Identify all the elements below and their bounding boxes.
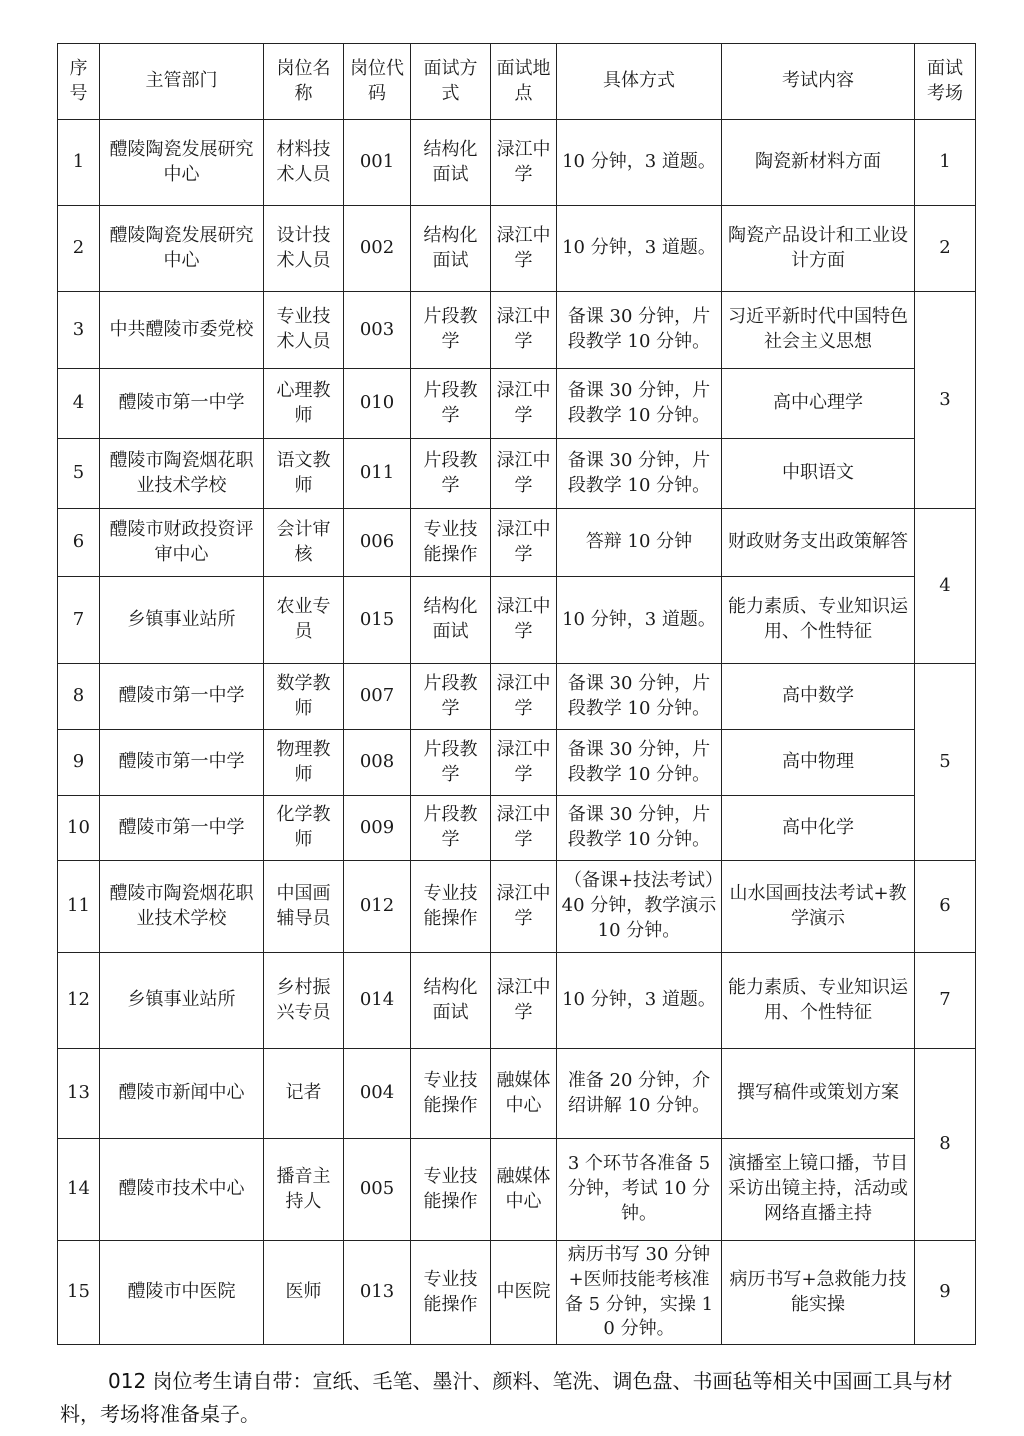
cell-method: 结构化面试 [411, 206, 491, 292]
cell-content: 山水国画技法考试+教学演示 [722, 861, 915, 953]
cell-seq: 7 [58, 577, 100, 664]
cell-code: 003 [344, 292, 411, 369]
cell-dept: 醴陵市陶瓷烟花职业技术学校 [100, 861, 264, 953]
header-method: 面试方式 [411, 44, 491, 120]
table-row [58, 796, 976, 861]
table-row [58, 509, 976, 577]
cell-place: 渌江中学 [491, 953, 557, 1049]
cell-dept: 醴陵陶瓷发展研究中心 [100, 206, 264, 292]
cell-post: 记者 [264, 1049, 344, 1139]
cell-post: 材料技术人员 [264, 120, 344, 206]
table-row [58, 1139, 976, 1241]
cell-content: 高中数学 [722, 664, 915, 730]
cell-room: 1 [915, 120, 976, 206]
cell-content: 高中化学 [722, 796, 915, 861]
cell-code: 001 [344, 120, 411, 206]
cell-place: 渌江中学 [491, 664, 557, 730]
cell-mode: 10 分钟，3 道题。 [557, 120, 722, 206]
table-row [58, 664, 976, 730]
cell-place: 渌江中学 [491, 439, 557, 509]
header-room: 面试考场 [915, 44, 976, 120]
cell-content: 能力素质、专业知识运用、个性特征 [722, 577, 915, 664]
cell-mode: 10 分钟，3 道题。 [557, 577, 722, 664]
cell-method: 片段教学 [411, 664, 491, 730]
cell-seq: 10 [58, 796, 100, 861]
cell-code: 005 [344, 1139, 411, 1241]
cell-post: 医师 [264, 1241, 344, 1345]
cell-post: 中国画辅导员 [264, 861, 344, 953]
cell-place: 渌江中学 [491, 796, 557, 861]
cell-code: 012 [344, 861, 411, 953]
cell-post: 化学教师 [264, 796, 344, 861]
cell-post: 播音主持人 [264, 1139, 344, 1241]
table-row [58, 292, 976, 369]
cell-post: 专业技术人员 [264, 292, 344, 369]
cell-content: 高中心理学 [722, 369, 915, 439]
cell-method: 专业技能操作 [411, 861, 491, 953]
table-row [58, 577, 976, 664]
cell-content: 陶瓷新材料方面 [722, 120, 915, 206]
cell-dept: 乡镇事业站所 [100, 577, 264, 664]
cell-dept: 乡镇事业站所 [100, 953, 264, 1049]
cell-seq: 8 [58, 664, 100, 730]
materials-note: 012 岗位考生请自带：宣纸、毛笔、墨汁、颜料、笔洗、调色盘、书画毡等相关中国画工具与材料，考场将准备桌子。 [60, 1369, 953, 1426]
cell-code: 006 [344, 509, 411, 577]
cell-post: 乡村振兴专员 [264, 953, 344, 1049]
cell-mode: 备课 30 分钟，片段教学 10 分钟。 [557, 730, 722, 796]
cell-code: 011 [344, 439, 411, 509]
cell-dept: 中共醴陵市委党校 [100, 292, 264, 369]
table-row [58, 206, 976, 292]
cell-method: 结构化面试 [411, 953, 491, 1049]
cell-content: 财政财务支出政策解答 [722, 509, 915, 577]
cell-dept: 醴陵市新闻中心 [100, 1049, 264, 1139]
cell-place: 渌江中学 [491, 120, 557, 206]
cell-dept: 醴陵市财政投资评审中心 [100, 509, 264, 577]
cell-mode: （备课+技法考试）40 分钟，教学演示 10 分钟。 [557, 861, 722, 953]
cell-place: 渌江中学 [491, 369, 557, 439]
table-row [58, 120, 976, 206]
cell-seq: 3 [58, 292, 100, 369]
cell-room: 9 [915, 1241, 976, 1345]
cell-place: 融媒体中心 [491, 1139, 557, 1241]
cell-method: 结构化面试 [411, 120, 491, 206]
cell-method: 片段教学 [411, 796, 491, 861]
cell-post: 农业专员 [264, 577, 344, 664]
cell-code: 009 [344, 796, 411, 861]
cell-content: 撰写稿件或策划方案 [722, 1049, 915, 1139]
interview-schedule-table [57, 43, 976, 1345]
cell-room: 2 [915, 206, 976, 292]
cell-seq: 4 [58, 369, 100, 439]
cell-seq: 14 [58, 1139, 100, 1241]
cell-code: 014 [344, 953, 411, 1049]
table-row [58, 439, 976, 509]
cell-seq: 2 [58, 206, 100, 292]
cell-method: 专业技能操作 [411, 1241, 491, 1345]
cell-mode: 3 个环节各准备 5 分钟，考试 10 分钟。 [557, 1139, 722, 1241]
cell-room: 3 [915, 292, 976, 509]
cell-dept: 醴陵市技术中心 [100, 1139, 264, 1241]
cell-method: 结构化面试 [411, 577, 491, 664]
cell-room: 5 [915, 664, 976, 861]
cell-mode: 10 分钟，3 道题。 [557, 953, 722, 1049]
cell-post: 心理教师 [264, 369, 344, 439]
cell-content: 高中物理 [722, 730, 915, 796]
table-row [58, 1049, 976, 1139]
cell-seq: 15 [58, 1241, 100, 1345]
cell-room: 8 [915, 1049, 976, 1241]
cell-content: 演播室上镜口播，节目采访出镜主持，活动或网络直播主持 [722, 1139, 915, 1241]
cell-seq: 13 [58, 1049, 100, 1139]
table-row [58, 730, 976, 796]
cell-method: 专业技能操作 [411, 1049, 491, 1139]
cell-mode: 答辩 10 分钟 [557, 509, 722, 577]
cell-dept: 醴陵市第一中学 [100, 796, 264, 861]
cell-method: 片段教学 [411, 730, 491, 796]
cell-method: 片段教学 [411, 292, 491, 369]
cell-post: 会计审核 [264, 509, 344, 577]
cell-post: 数学教师 [264, 664, 344, 730]
cell-seq: 1 [58, 120, 100, 206]
cell-mode: 备课 30 分钟，片段教学 10 分钟。 [557, 796, 722, 861]
cell-dept: 醴陵市陶瓷烟花职业技术学校 [100, 439, 264, 509]
cell-seq: 11 [58, 861, 100, 953]
cell-post: 语文教师 [264, 439, 344, 509]
cell-place: 渌江中学 [491, 292, 557, 369]
cell-content: 习近平新时代中国特色社会主义思想 [722, 292, 915, 369]
cell-content: 病历书写+急救能力技能实操 [722, 1241, 915, 1345]
cell-dept: 醴陵市第一中学 [100, 369, 264, 439]
table-row [58, 1241, 976, 1345]
cell-code: 002 [344, 206, 411, 292]
cell-place: 渌江中学 [491, 730, 557, 796]
cell-code: 015 [344, 577, 411, 664]
cell-method: 专业技能操作 [411, 1139, 491, 1241]
cell-content: 能力素质、专业知识运用、个性特征 [722, 953, 915, 1049]
cell-mode: 10 分钟，3 道题。 [557, 206, 722, 292]
cell-content: 陶瓷产品设计和工业设计方面 [722, 206, 915, 292]
table-row [58, 369, 976, 439]
cell-mode: 备课 30 分钟，片段教学 10 分钟。 [557, 369, 722, 439]
header-mode: 具体方式 [557, 44, 722, 120]
cell-mode: 备课 30 分钟，片段教学 10 分钟。 [557, 439, 722, 509]
cell-post: 设计技术人员 [264, 206, 344, 292]
cell-room: 4 [915, 509, 976, 664]
cell-dept: 醴陵市中医院 [100, 1241, 264, 1345]
cell-method: 专业技能操作 [411, 509, 491, 577]
cell-place: 渌江中学 [491, 206, 557, 292]
cell-method: 片段教学 [411, 439, 491, 509]
table-row [58, 861, 976, 953]
cell-mode: 备课 30 分钟，片段教学 10 分钟。 [557, 292, 722, 369]
cell-dept: 醴陵市第一中学 [100, 664, 264, 730]
header-seq: 序号 [58, 44, 100, 120]
cell-code: 008 [344, 730, 411, 796]
header-code: 岗位代码 [344, 44, 411, 120]
table-row [58, 953, 976, 1049]
cell-mode: 病历书写 30 分钟+医师技能考核准备 5 分钟，实操 10 分钟。 [557, 1241, 722, 1345]
cell-room: 6 [915, 861, 976, 953]
cell-seq: 12 [58, 953, 100, 1049]
cell-content: 中职语文 [722, 439, 915, 509]
cell-place: 中医院 [491, 1241, 557, 1345]
header-dept: 主管部门 [100, 44, 264, 120]
cell-place: 渌江中学 [491, 861, 557, 953]
cell-mode: 备课 30 分钟，片段教学 10 分钟。 [557, 664, 722, 730]
cell-code: 010 [344, 369, 411, 439]
cell-code: 004 [344, 1049, 411, 1139]
cell-seq: 9 [58, 730, 100, 796]
header-content: 考试内容 [722, 44, 915, 120]
cell-seq: 6 [58, 509, 100, 577]
cell-place: 渌江中学 [491, 577, 557, 664]
cell-seq: 5 [58, 439, 100, 509]
cell-dept: 醴陵市第一中学 [100, 730, 264, 796]
cell-place: 渌江中学 [491, 509, 557, 577]
cell-mode: 准备 20 分钟，介绍讲解 10 分钟。 [557, 1049, 722, 1139]
cell-post: 物理教师 [264, 730, 344, 796]
header-place: 面试地点 [491, 44, 557, 120]
header-post: 岗位名称 [264, 44, 344, 120]
cell-code: 013 [344, 1241, 411, 1345]
header-row [58, 44, 976, 120]
cell-code: 007 [344, 664, 411, 730]
cell-dept: 醴陵陶瓷发展研究中心 [100, 120, 264, 206]
cell-method: 片段教学 [411, 369, 491, 439]
cell-place: 融媒体中心 [491, 1049, 557, 1139]
cell-room: 7 [915, 953, 976, 1049]
